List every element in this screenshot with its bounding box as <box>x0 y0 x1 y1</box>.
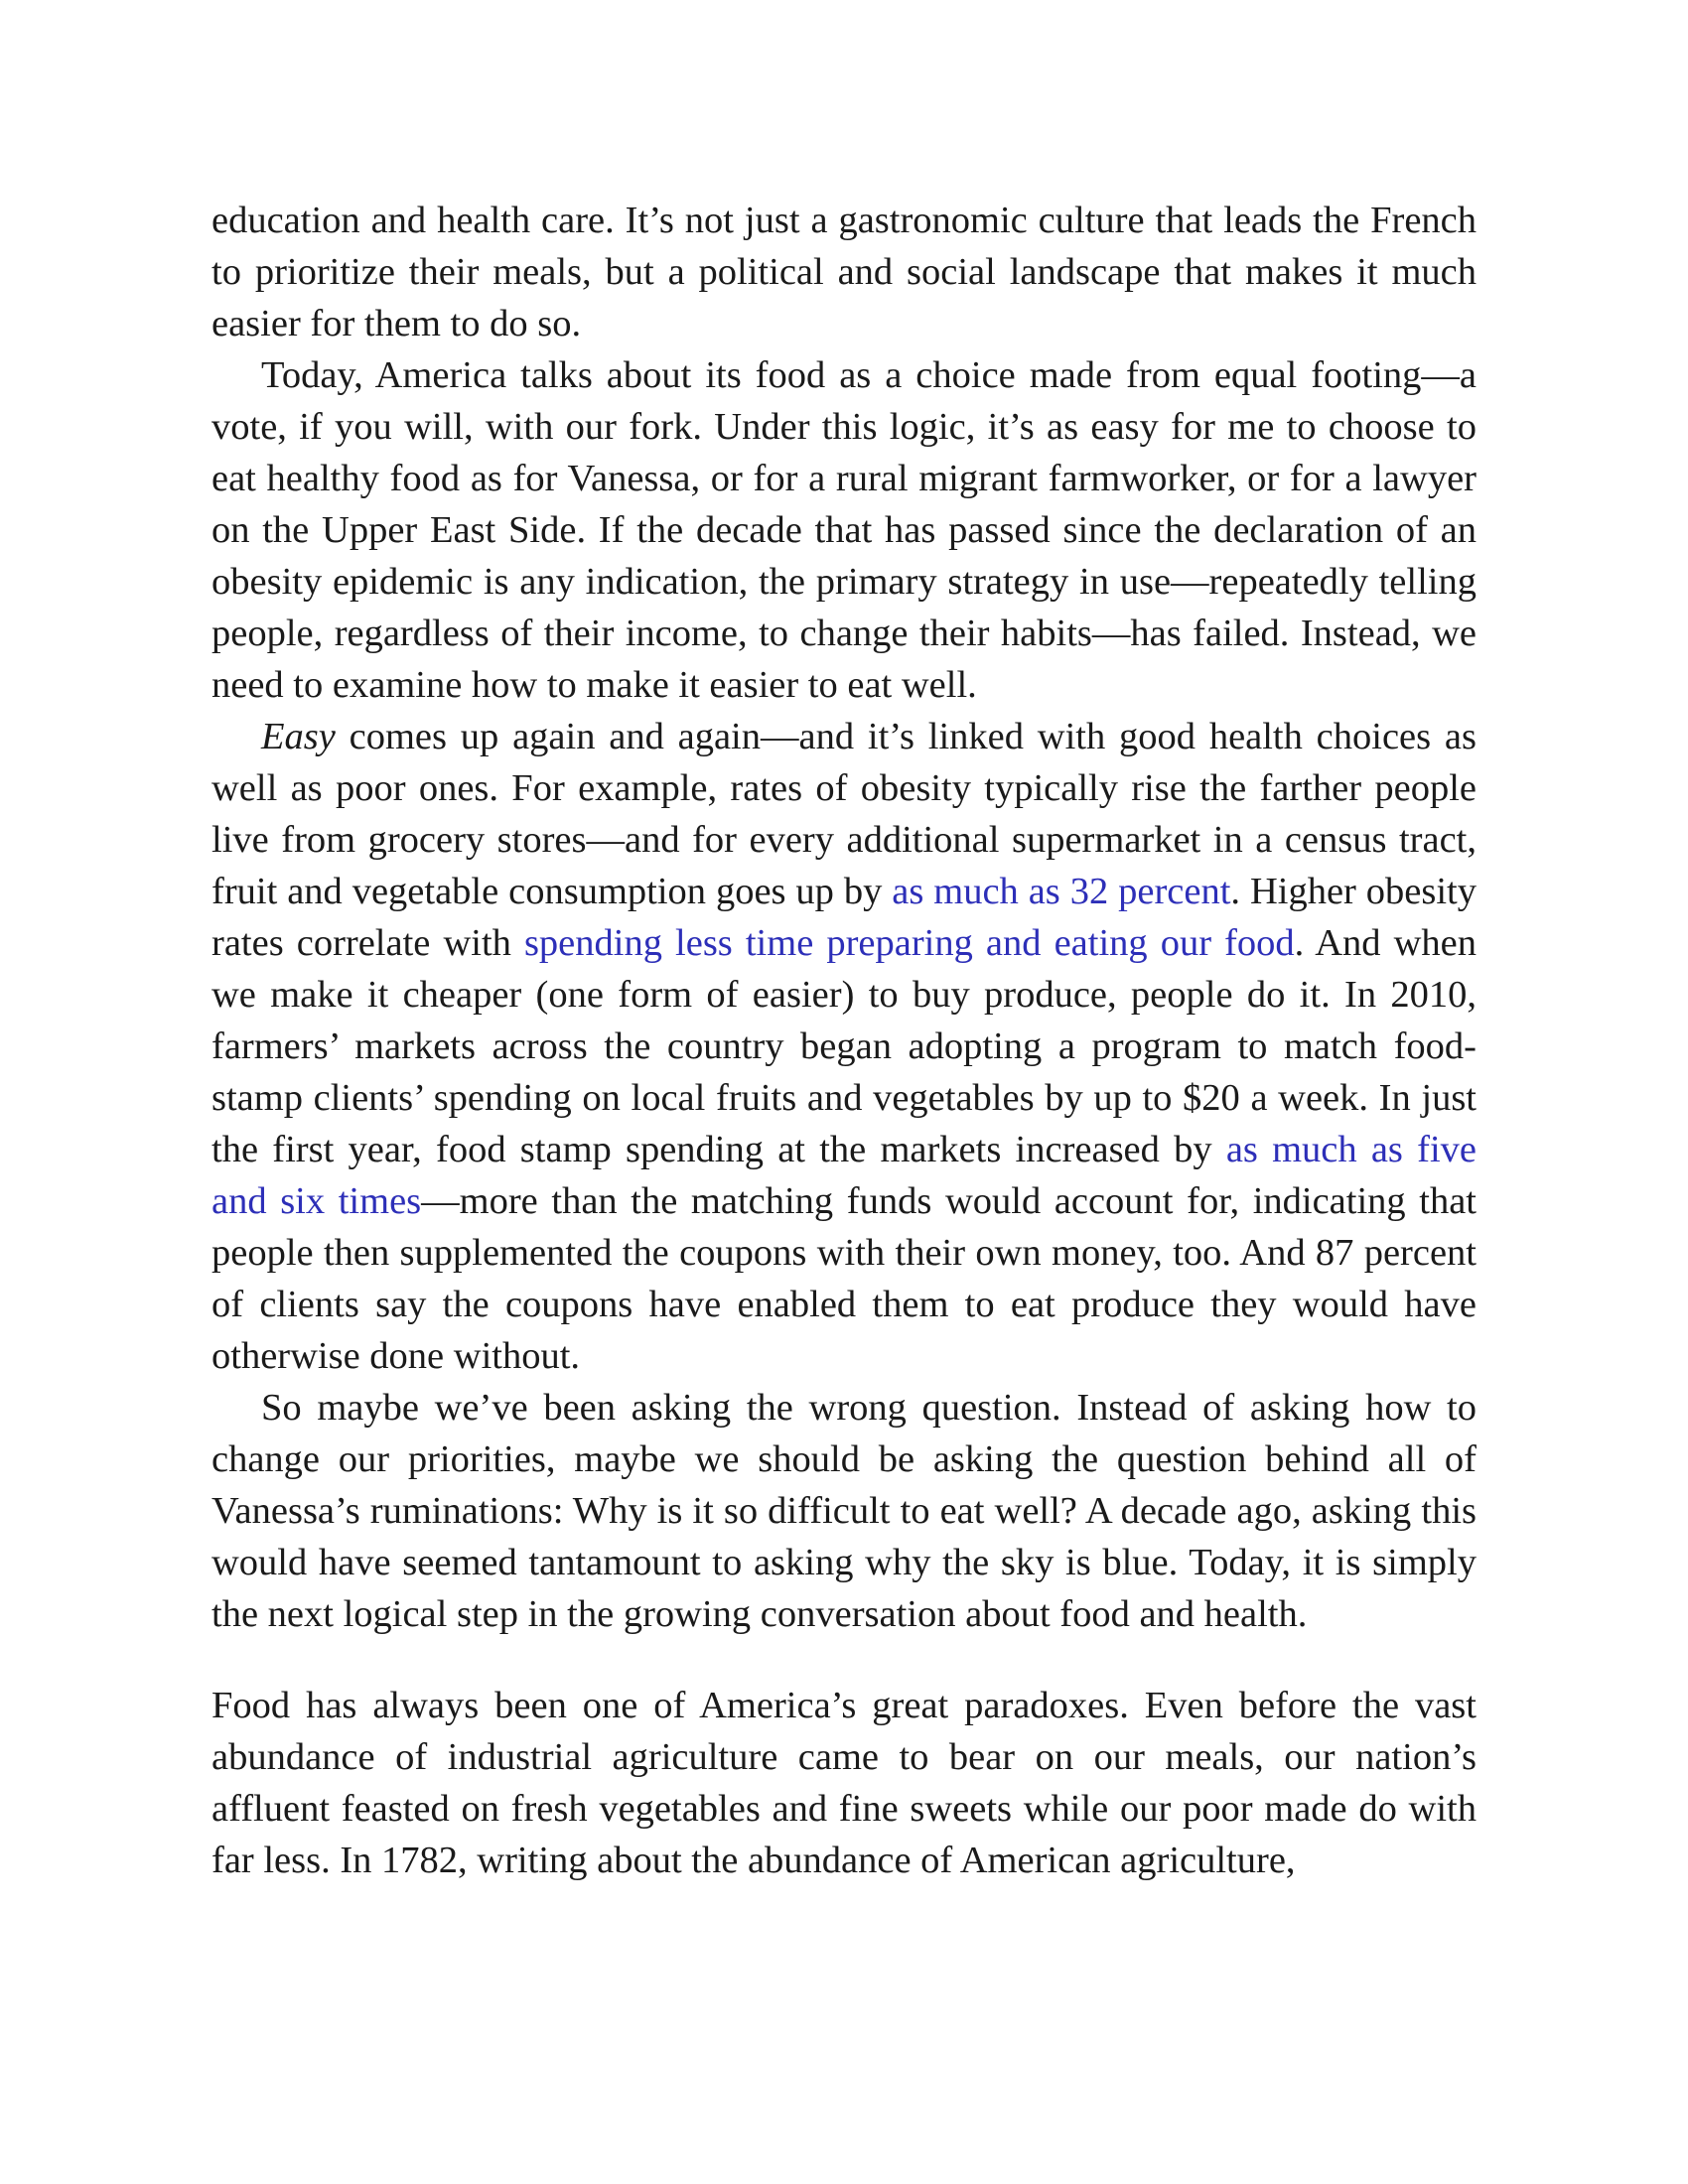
paragraph-3-text-a: comes up again and again—and it’s linked with good health choices as well as poor ones. For example, rates of obesity typically rise the farther people live from grocery stores—and for every additional supermarket in a census tract, fruit and vegetable consumption goes up by <box>211 716 1477 912</box>
paragraph-3-text-c: . And when we make it cheaper (one form of easier) to buy produce, people do it. In 2010, farmers’ markets across the country began adopting a program to match food-stamp clients’ spending on local fruits and vegetables by up to $20 a week. In just the first year, food stamp spending at the markets increased by <box>211 922 1477 1170</box>
link-as-much-as-32-percent[interactable]: as much as 32 percent <box>892 871 1231 912</box>
paragraph-5-text: Food has always been one of America’s great paradoxes. Even before the vast abundance of industrial agriculture came to bear on our meals, our nation’s affluent feasted on fresh vegetables and fine sweets while our poor made do with far less. In 1782, writing about the abundance of American agriculture, <box>211 1685 1477 1881</box>
link-five-and-six-times[interactable]: as much as five and six times <box>211 1129 1477 1222</box>
paragraph-3-text-d: —more than the matching funds would account for, indicating that people then supplemented the coupons with their own money, too. And 87 percent of clients say the coupons have enabled them to eat produce they would have otherwise done without. <box>211 1180 1477 1377</box>
paragraph-3-text-b: . Higher obesity rates correlate with <box>211 871 1477 964</box>
paragraph-5 <box>211 1680 1477 1886</box>
paragraph-2 <box>211 349 1477 711</box>
link-spending-less-time[interactable]: spending less time preparing and eating our food <box>523 922 1295 964</box>
italic-word-easy: Easy <box>261 716 336 757</box>
document-page <box>211 195 1477 1886</box>
paragraph-4-text: So maybe we’ve been asking the wrong question. Instead of asking how to change our priorities, maybe we should be asking the question behind all of Vanessa’s ruminations: Why is it so difficult to eat well? A decade ago, asking this would have seemed tantamount to asking why the sky is blue. Today, it is simply the next logical step in the growing conversation about food and health. <box>211 1387 1477 1635</box>
paragraph-1-text: education and health care. It’s not just a gastronomic culture that leads the French to prioritize their meals, but a political and social landscape that makes it much easier for them to do so. <box>211 200 1477 344</box>
paragraph-2-text: Today, America talks about its food as a choice made from equal footing—a vote, if you will, with our fork. Under this logic, it’s as easy for me to choose to eat healthy food as for Vanessa, or for a rural migrant farmworker, or for a lawyer on the Upper East Side. If the decade that has passed since the declaration of an obesity epidemic is any indication, the primary strategy in use—repeatedly telling people, regardless of their income, to change their habits—has failed. Instead, we need to examine how to make it easier to eat well. <box>211 354 1477 706</box>
paragraph-1 <box>211 195 1477 349</box>
paragraph-4 <box>211 1382 1477 1640</box>
paragraph-3 <box>211 711 1477 1382</box>
